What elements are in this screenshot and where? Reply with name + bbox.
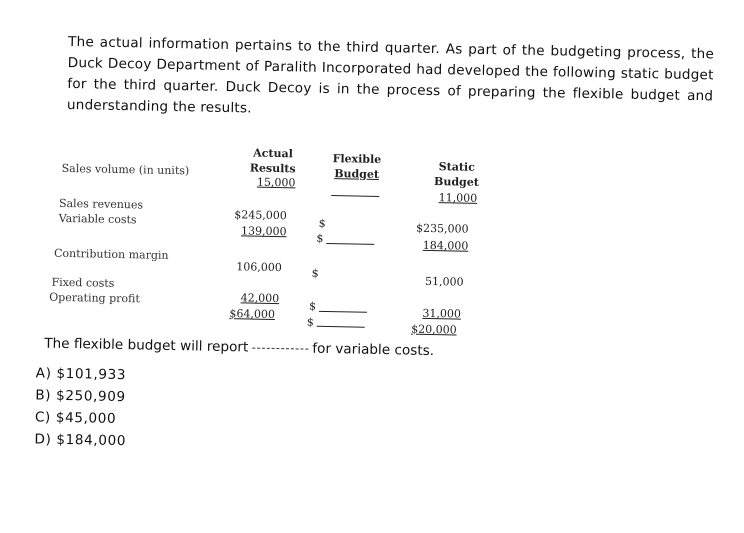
- option-a[interactable]: A) $101,933: [35, 365, 127, 384]
- flexible-variable-costs-dollar: $: [316, 231, 324, 245]
- label-sales-revenues: Sales revenues: [58, 196, 144, 212]
- static-sales-volume: 11,000: [438, 191, 478, 205]
- actual-sales-volume: 15,000: [256, 175, 296, 190]
- header-static-budget: [421, 159, 492, 190]
- actual-contribution-margin: 106,000: [236, 260, 282, 275]
- actual-sales-revenues: $245,000: [234, 208, 287, 223]
- flexible-sales-volume-blank: [331, 195, 379, 197]
- flexible-variable-costs-blank: [326, 243, 374, 245]
- header-actual-results: [238, 145, 309, 176]
- header-static-line2: Budget: [434, 175, 480, 189]
- label-sales-volume: Sales volume (in units): [61, 161, 190, 178]
- question-before: The flexible budget will report: [44, 335, 249, 356]
- static-sales-revenues: $235,000: [415, 221, 469, 236]
- flexible-operating-profit-dollar: $: [306, 315, 314, 329]
- option-c[interactable]: C) $45,000: [34, 409, 117, 427]
- header-flexible-budget: [322, 151, 393, 182]
- intro-paragraph: The actual information pertains to the third quarter. As part of the budgeting process, the Duck Decoy Department of Paralith Incorporated had developed the following static budget for the third quarter. Duck Decoy is in the process of preparing the flexible budget and understanding the results.: [66, 33, 715, 117]
- flexible-fixed-costs-blank: [319, 311, 367, 313]
- option-b[interactable]: B) $250,909: [35, 387, 126, 406]
- question-after: for variable costs.: [312, 340, 435, 360]
- option-d[interactable]: D) $184,000: [34, 431, 127, 450]
- header-actual-line1: Actual: [253, 146, 293, 161]
- header-static-line1: Static: [438, 160, 475, 174]
- label-operating-profit: Operating profit: [49, 290, 140, 306]
- static-contribution-margin: 51,000: [424, 274, 464, 289]
- header-flexible-line2: Budget: [334, 167, 380, 181]
- question-text: [44, 336, 434, 359]
- actual-operating-profit: $64,000: [229, 307, 276, 321]
- actual-fixed-costs: 42,000: [240, 291, 280, 306]
- static-operating-profit: $20,000: [411, 322, 457, 337]
- actual-variable-costs: 139,000: [240, 224, 287, 239]
- static-variable-costs: 184,000: [422, 238, 469, 253]
- flexible-sales-revenues-dollar: $: [318, 216, 326, 230]
- header-actual-line2: Results: [249, 161, 296, 176]
- static-fixed-costs: 31,000: [422, 306, 462, 321]
- label-variable-costs: Variable costs: [58, 211, 137, 227]
- label-contribution-margin: Contribution margin: [53, 246, 169, 262]
- flexible-fixed-costs-dollar: $: [308, 299, 317, 313]
- header-flexible-line1: Flexible: [332, 152, 382, 167]
- flexible-operating-profit-blank: [317, 326, 365, 328]
- label-fixed-costs: Fixed costs: [51, 275, 115, 290]
- flexible-contribution-margin-dollar: $: [311, 266, 319, 280]
- answer-blank: [252, 348, 308, 350]
